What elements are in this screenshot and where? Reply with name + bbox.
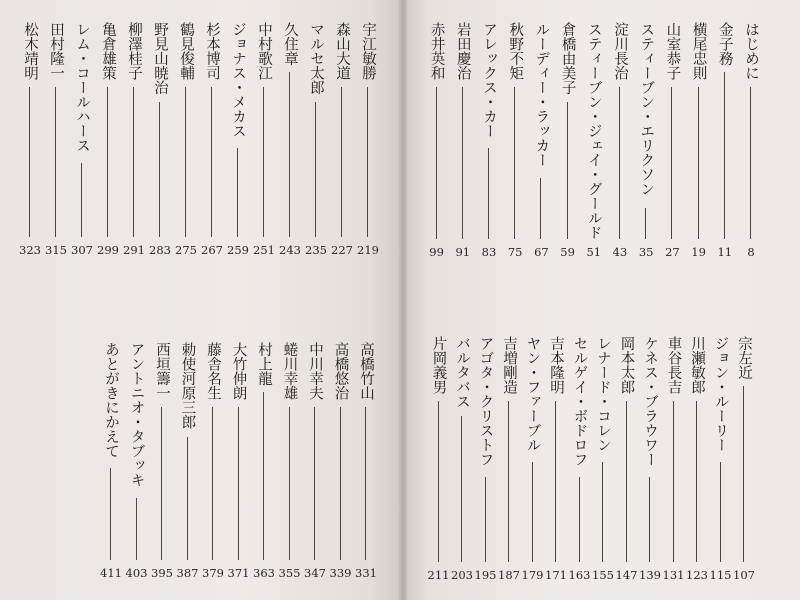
toc-page-number: 355 (278, 566, 301, 580)
toc-leader-line (532, 462, 533, 562)
toc-entry-title: 倉橋由美子 (559, 22, 576, 95)
toc-entry-title: ケネス・ブラウワー (642, 336, 658, 467)
toc-leader-line (29, 87, 30, 237)
toc-entry-title: 松木靖明 (22, 22, 38, 80)
toc-entry-title: 秋野不矩 (507, 22, 524, 80)
toc-page-number: 323 (19, 243, 41, 257)
toc-entry-title: ルーディー・ラッカー (533, 22, 550, 167)
toc-leader-line (263, 392, 264, 560)
toc-entry-title: 蜷川幸雄 (281, 342, 298, 400)
toc-page-number: 379 (202, 566, 224, 580)
toc-page-number: 291 (123, 243, 145, 257)
toc-leader-line (367, 87, 368, 237)
toc-entry-title: 車谷長吉 (665, 336, 682, 394)
toc-entry-title: レナード・コレン (595, 336, 611, 452)
toc-entry-title: アレックス・カー (481, 22, 497, 138)
toc-page-number: 147 (615, 568, 638, 582)
toc-page-number: 219 (357, 243, 379, 257)
toc-page-number: 203 (451, 568, 473, 582)
toc-leader-line (485, 477, 486, 562)
toc-page-number: 123 (686, 568, 708, 582)
toc-leader-line (649, 477, 650, 562)
toc-entry-title: スティーブン・ジェイ・グールド (585, 22, 602, 240)
toc-page-number: 259 (227, 243, 249, 257)
toc-entry-title: 勅使河原三郎 (179, 342, 196, 429)
toc-leader-line (508, 401, 509, 562)
toc-leader-line (211, 87, 212, 237)
toc-page-number: 139 (639, 568, 661, 582)
toc-entry-title: アントニオ・タブッキ (128, 342, 145, 487)
toc-page-number: 155 (592, 568, 614, 582)
toc-entry-title: 西垣籌一 (154, 342, 170, 400)
toc-leader-line (602, 462, 603, 562)
toc-entry-title: 久住章 (282, 22, 298, 66)
toc-entry-title: 藤舎名生 (205, 342, 221, 400)
toc-page-number: 227 (331, 243, 353, 257)
toc-page-number: 83 (481, 245, 497, 259)
toc-leader-line (540, 178, 541, 239)
toc-page-number: 395 (151, 566, 173, 580)
toc-page-number: 187 (498, 568, 520, 582)
toc-entry-title: 鶴見俊輔 (178, 22, 194, 80)
toc-entry-title: ジョナス・メカス (230, 22, 246, 138)
toc-entry-title: 森山大道 (334, 22, 350, 80)
toc-entry-title: 宇江敏勝 (360, 22, 376, 80)
toc-leader-line (698, 87, 699, 239)
toc-leader-line (567, 102, 568, 239)
toc-leader-line (626, 401, 627, 562)
toc-page-number: 411 (100, 566, 122, 580)
toc-entry-title: 岡本太郎 (618, 336, 635, 394)
toc-entry-title: スティーブン・エリクソン (638, 22, 655, 196)
toc-leader-line (743, 386, 744, 562)
toc-leader-line (579, 477, 580, 562)
toc-entry-title: アゴタ・クリストフ (477, 336, 494, 467)
toc-page-number: 387 (176, 566, 199, 580)
toc-leader-line (161, 407, 162, 560)
toc-entry-title: 杉本博司 (204, 22, 220, 80)
toc-leader-line (720, 462, 721, 562)
toc-page-number: 339 (329, 566, 352, 580)
toc-page-number: 19 (691, 245, 706, 259)
toc-page-number: 35 (638, 245, 654, 259)
toc-leader-line (187, 437, 188, 560)
toc-entry-title: 村上龍 (256, 342, 272, 386)
toc-leader-line (133, 87, 134, 237)
toc-page-number: 11 (717, 245, 733, 259)
toc-page-number: 131 (662, 568, 685, 582)
toc-leader-line (159, 102, 160, 237)
toc-entry-title: 岩田慶治 (454, 22, 471, 80)
toc-entry-title: 中村歌江 (256, 22, 272, 80)
toc-page-number: 67 (534, 245, 549, 259)
toc-page-number: 307 (71, 243, 93, 257)
toc-page-number: 27 (665, 245, 680, 259)
toc-page-number: 179 (521, 568, 544, 582)
toc-page-number: 275 (175, 243, 197, 257)
toc-page-number: 163 (568, 568, 591, 582)
toc-entry-title: 野見山暁治 (152, 22, 168, 95)
toc-entry-title: 横尾忠則 (690, 22, 707, 80)
toc-leader-line (81, 163, 82, 237)
toc-leader-line (438, 401, 439, 562)
toc-page-number: 363 (253, 566, 275, 580)
toc-leader-line (724, 72, 725, 239)
toc-page-number: 235 (305, 243, 327, 257)
toc-leader-line (488, 148, 489, 239)
toc-page-number: 51 (586, 245, 602, 259)
toc-leader-line (696, 401, 697, 562)
toc-entry-title: 柳澤桂子 (126, 22, 142, 80)
toc-entry-title: 山室恭子 (664, 22, 681, 80)
toc-leader-line (263, 87, 264, 237)
toc-leader-line (212, 407, 213, 560)
toc-leader-line (55, 87, 56, 237)
toc-page-number: 315 (45, 243, 67, 257)
toc-leader-line (185, 87, 186, 237)
toc-page-number: 43 (612, 245, 628, 259)
toc-entry-title: 片岡義男 (430, 336, 447, 394)
toc-entry-title: 高橋悠治 (332, 342, 349, 400)
toc-page-number: 8 (747, 245, 755, 259)
toc-entry-title: レム・コールハース (74, 22, 90, 153)
toc-page-number: 243 (279, 243, 301, 257)
toc-leader-line (514, 87, 515, 239)
toc-leader-line (750, 87, 751, 239)
toc-page-number: 347 (304, 566, 326, 580)
toc-page-number: 115 (709, 568, 732, 582)
toc-entry-title: 赤井英和 (428, 22, 445, 80)
toc-entry-title: バルタバス (454, 336, 470, 409)
toc-leader-line (619, 87, 620, 239)
toc-entry-title: ヤン・ファーブル (524, 336, 541, 452)
toc-leader-line (671, 87, 672, 239)
toc-page-number: 283 (149, 243, 171, 257)
toc-leader-line (237, 148, 238, 237)
toc-page-number: 75 (507, 245, 523, 259)
toc-entry-title: マルセ太郎 (308, 22, 324, 95)
toc-page-number: 59 (560, 245, 575, 259)
toc-page-number: 299 (97, 243, 119, 257)
toc-entry-title: 淀川長治 (612, 22, 628, 80)
toc-page-number: 331 (355, 566, 377, 580)
toc-leader-line (462, 87, 463, 239)
toc-entry-title: 吉増剛造 (501, 336, 517, 394)
toc-entry-title: はじめに (743, 22, 759, 80)
toc-entry-title: 中川幸夫 (307, 342, 323, 400)
toc-leader-line (555, 401, 556, 562)
toc-page-number: 211 (427, 568, 450, 582)
toc-leader-line (341, 87, 342, 237)
toc-leader-line (315, 102, 316, 237)
toc-page-number: 171 (545, 568, 567, 582)
toc-page-number: 99 (429, 245, 444, 259)
book-gutter (398, 0, 408, 600)
toc-page-number: 195 (474, 568, 497, 582)
toc-entry-title: あとがきにかえて (103, 342, 119, 458)
toc-leader-line (314, 407, 315, 560)
toc-entry-title: 吉本隆明 (548, 336, 564, 394)
toc-page-number: 107 (733, 568, 755, 582)
toc-entry-title: 亀倉雄策 (100, 22, 116, 80)
toc-leader-line (110, 468, 111, 560)
toc-leader-line (436, 87, 437, 239)
toc-page-number: 403 (125, 566, 148, 580)
toc-entry-title: 川瀬敏郎 (689, 336, 705, 394)
toc-entry-title: 高橋竹山 (358, 342, 374, 400)
toc-entry-title: 田村隆一 (48, 22, 64, 80)
toc-page-number: 251 (253, 243, 275, 257)
toc-leader-line (645, 208, 646, 239)
toc-leader-line (340, 407, 341, 560)
toc-leader-line (289, 72, 290, 237)
toc-leader-line (673, 401, 674, 562)
toc-leader-line (238, 407, 239, 560)
toc-page-number: 371 (227, 566, 250, 580)
toc-leader-line (107, 87, 108, 237)
toc-entry-title: 金子務 (716, 22, 733, 66)
toc-entry-title: 大竹伸朗 (230, 342, 247, 400)
toc-leader-line (461, 416, 462, 562)
right-page (404, 0, 800, 600)
toc-leader-line (289, 407, 290, 560)
toc-entry-title: セルゲイ・ボドロフ (571, 336, 588, 467)
toc-entry-title: 宗左近 (736, 336, 752, 380)
toc-leader-line (136, 498, 137, 560)
toc-page-number: 91 (455, 245, 471, 259)
toc-leader-line (365, 407, 366, 560)
toc-entry-title: ジョン・ルーリー (712, 336, 729, 452)
toc-page-number: 267 (201, 243, 223, 257)
